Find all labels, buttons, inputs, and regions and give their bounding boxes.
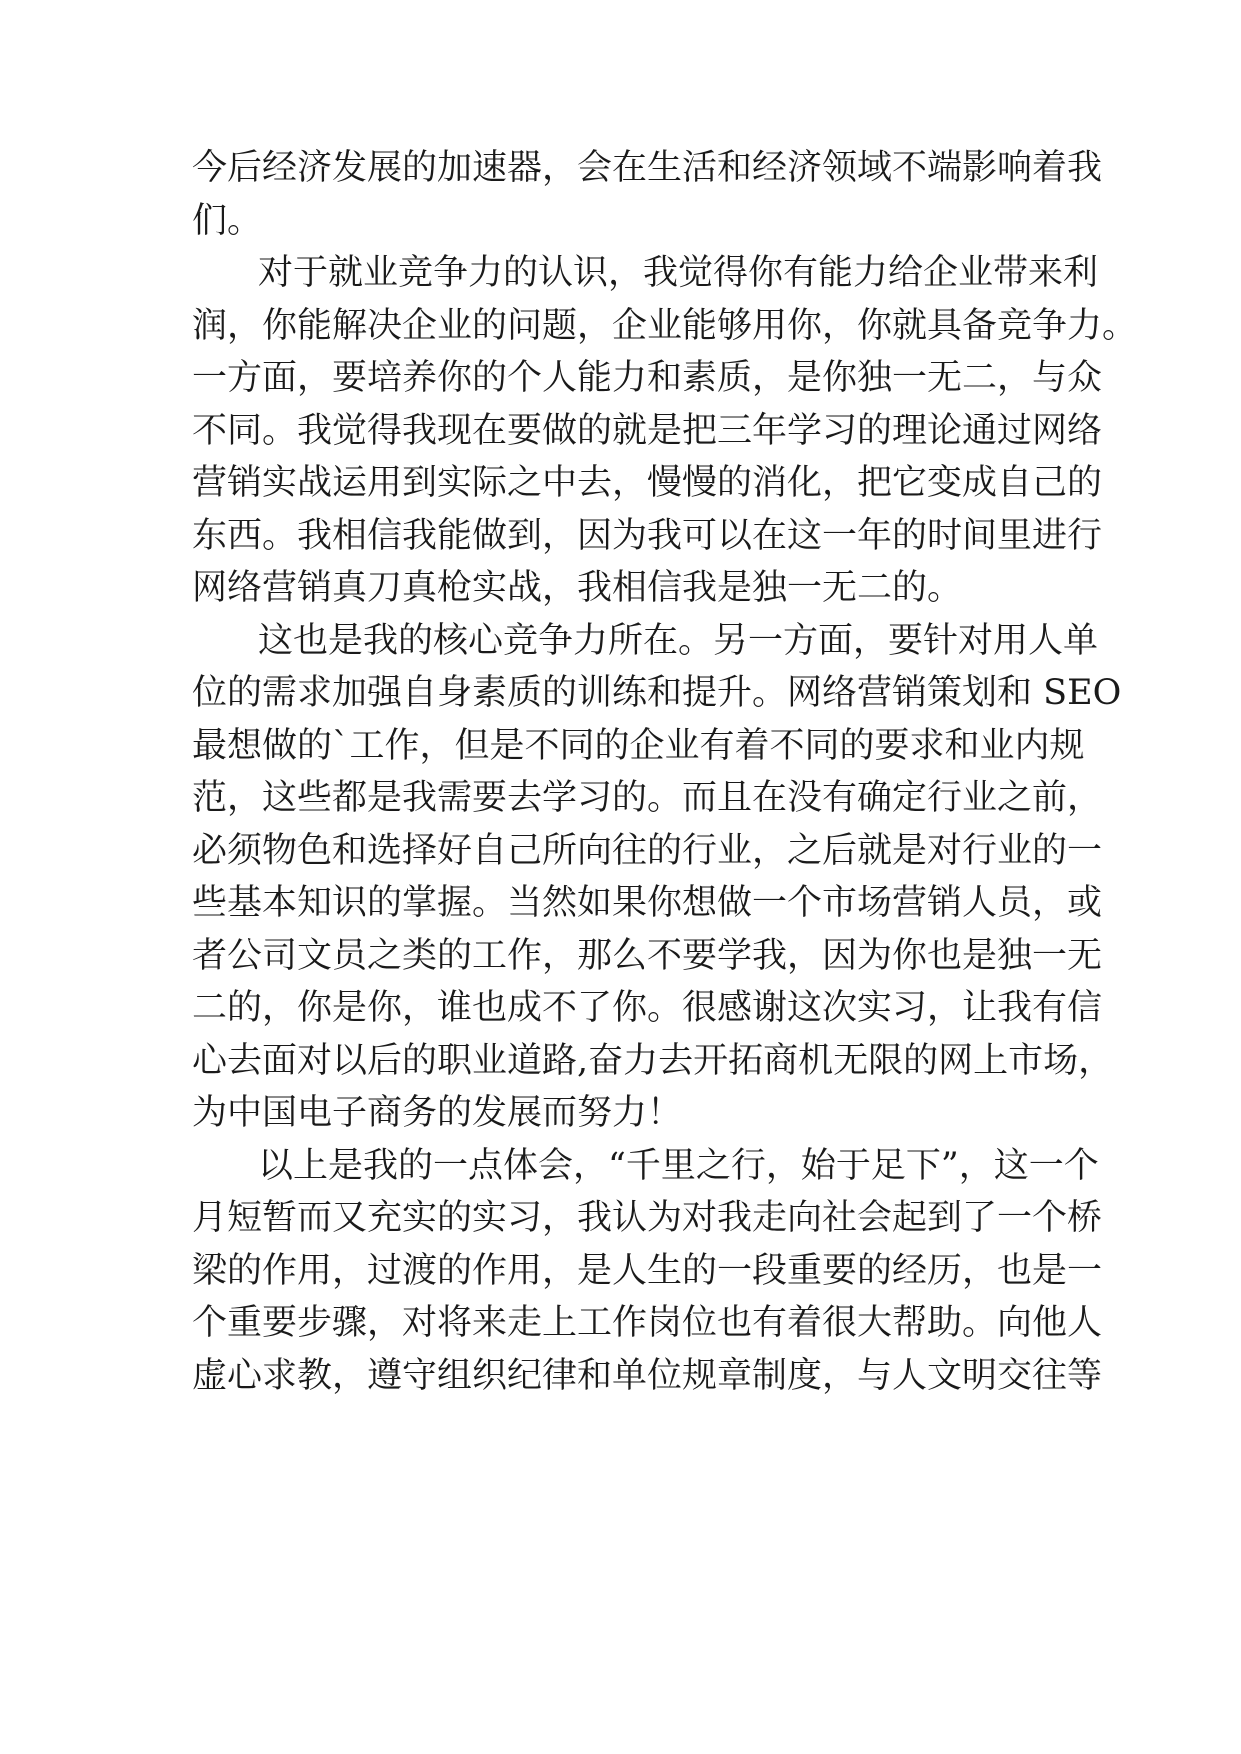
text-line: 者公司文员之类的工作，那么不要学我，因为你也是独一无 (192, 936, 1103, 976)
text-line: 范，这些都是我需要去学习的。而且在没有确定行业之前， (192, 778, 1103, 818)
text-line: 些基本知识的掌握。当然如果你想做一个市场营销人员，或 (192, 883, 1103, 923)
text-line: 个重要步骤，对将来走上工作岗位也有着很大帮助。向他人 (192, 1303, 1103, 1343)
text-line: 们。 (192, 201, 263, 241)
text-line: 营销实战运用到实际之中去，慢慢的消化，把它变成自己的 (192, 463, 1103, 503)
text-line: 最想做的`工作，但是不同的企业有着不同的要求和业内规 (192, 726, 1085, 766)
text-line: 心去面对以后的职业道路,奋力去开拓商机无限的网上市场， (192, 1041, 1114, 1081)
text-line: 今后经济发展的加速器，会在生活和经济领域不端影响着我 (192, 148, 1103, 188)
text-line: 月短暂而又充实的实习，我认为对我走向社会起到了一个桥 (192, 1198, 1103, 1238)
text-line: 一方面，要培养你的个人能力和素质，是你独一无二，与众 (192, 358, 1103, 398)
text-line: 二的，你是你，谁也成不了你。很感谢这次实习，让我有信 (192, 988, 1103, 1028)
text-line: 东西。我相信我能做到，因为我可以在这一年的时间里进行 (192, 516, 1103, 556)
text-line: 梁的作用，过渡的作用，是人生的一段重要的经历，也是一 (192, 1251, 1103, 1291)
paragraph-start-line: 对于就业竞争力的认识，我觉得你有能力给企业带来利 (258, 253, 1099, 293)
text-line: 润，你能解决企业的问题，企业能够用你，你就具备竞争力。 (192, 306, 1138, 346)
text-line: 必须物色和选择好自己所向往的行业，之后就是对行业的一 (192, 831, 1103, 871)
text-line: 网络营销真刀真枪实战，我相信我是独一无二的。 (192, 568, 963, 608)
text-line: 虚心求教，遵守组织纪律和单位规章制度，与人文明交往等 (192, 1356, 1103, 1396)
paragraph-start-line: 这也是我的核心竞争力所在。另一方面，要针对用人单 (258, 621, 1099, 661)
paragraph-start-line: 以上是我的一点体会，“千里之行，始于足下”，这一个 (258, 1146, 1099, 1186)
text-line: 为中国电子商务的发展而努力！ (192, 1093, 683, 1133)
text-line: 不同。我觉得我现在要做的就是把三年学习的理论通过网络 (192, 411, 1103, 451)
text-line: 位的需求加强自身素质的训练和提升。网络营销策划和 SEO (192, 673, 1122, 713)
